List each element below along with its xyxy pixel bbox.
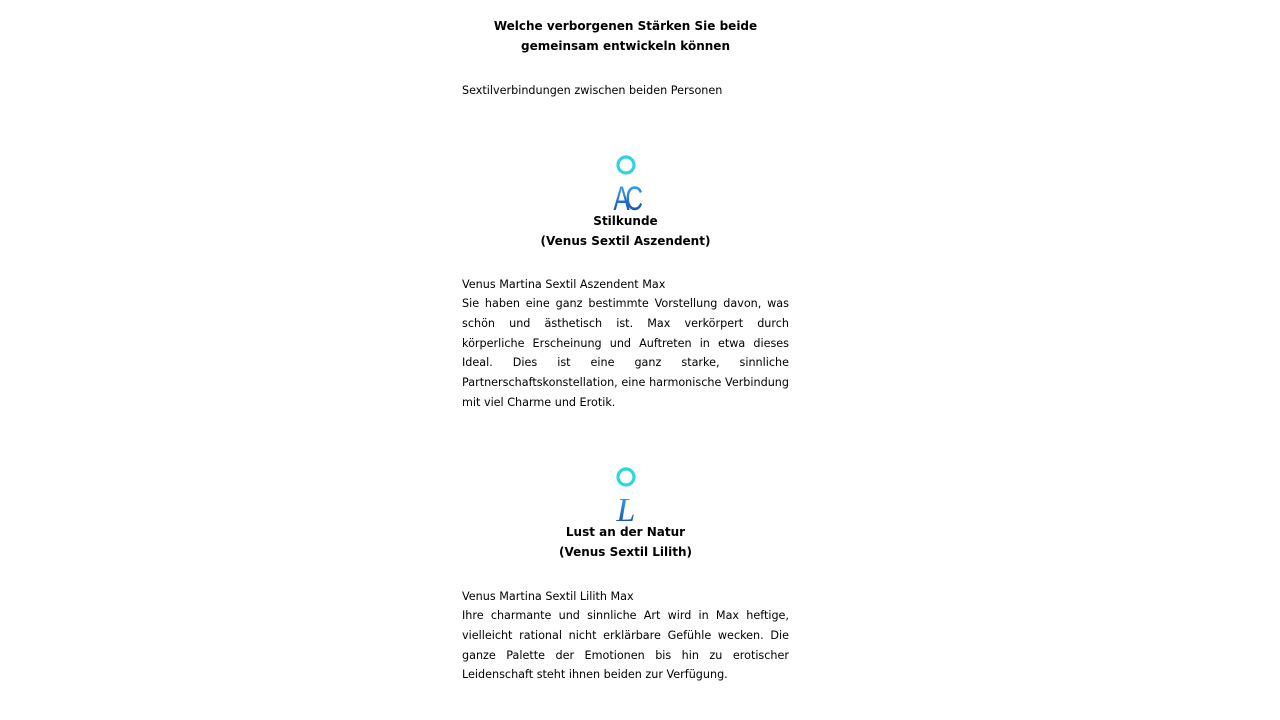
venus-ascendant-glyph-icon [606,155,646,213]
section-1-subtitle: (Venus Sextil Aszendent) [540,234,711,248]
venus-lilith-glyph-icon [606,467,646,525]
intro-text: Sextilverbindungen zwischen beiden Personen [462,84,723,97]
page-title-line-1: Welche verborgenen Stärken Sie beide [493,19,758,33]
page-title-line-2: gemeinsam entwickeln können [521,39,730,53]
section-2-subtitle: (Venus Sextil Lilith) [558,545,693,559]
section-1-aspect: Venus Martina Sextil Aszendent Max [462,278,666,291]
section-2-aspect: Venus Martina Sextil Lilith Max [462,590,634,603]
ac-glyph-text: AC [613,180,639,213]
section-1-title: Stilkunde [593,214,658,228]
section-2-heading [462,522,789,562]
section-2-body: Ihre charmante und sinnliche Art wird in Max heftige, vielleicht rational nicht erklärbare Gefühle wecken. Die ganze Palette der Emotionen bis hin zu erotischer Leidenschaft steht ihnen beiden zur Verfügung. [462,609,789,682]
section-2-title: Lust an der Natur [565,525,686,539]
section-1-heading [462,211,789,251]
lilith-glyph-text: L [616,492,636,525]
section-1-body: Sie haben eine ganz bestimmte Vorstellung davon, was schön und ästhetisch ist. Max verkörpert durch körperliche Erscheinung und Auftreten in etwa dieses Ideal. Dies ist eine ganz starke, sinnliche Partnerschaftskonstellation, eine harmonische Verbindung mit viel Charme und Erotik. [462,297,789,409]
page-title [462,16,789,56]
